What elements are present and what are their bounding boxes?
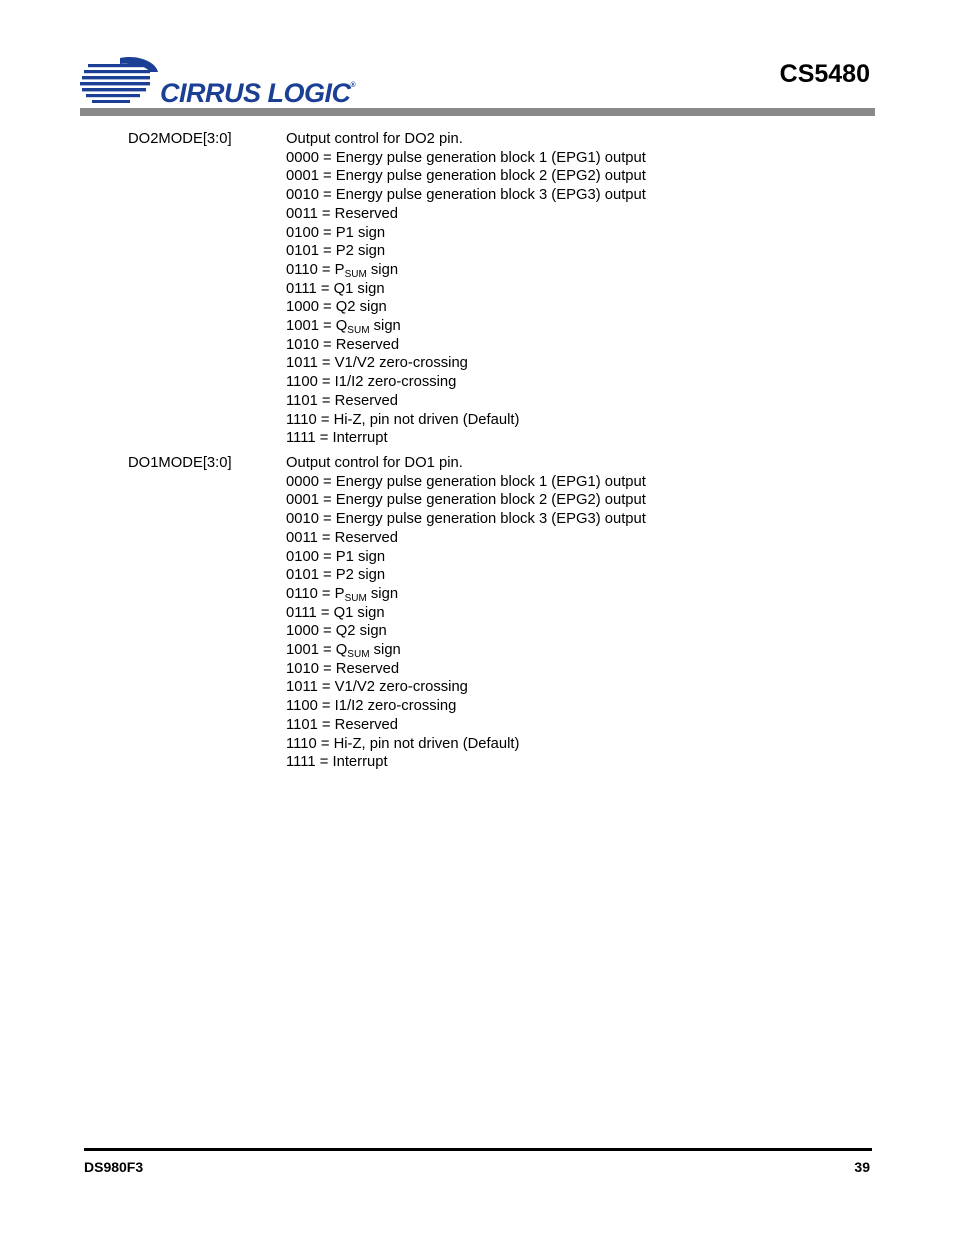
field-name-do2mode: DO2MODE[3:0] [128, 131, 232, 147]
document-title: CS5480 [779, 60, 870, 88]
field-name-do1mode: DO1MODE[3:0] [128, 455, 232, 471]
option-line: 1010 = Reserved [286, 336, 400, 353]
option-line: 0111 = Q1 sign [286, 604, 385, 621]
option-line: $1001 = Q_{SUM}$ sign [286, 642, 401, 661]
footer-rule [84, 1148, 872, 1151]
header-rule [80, 108, 875, 116]
option-line: 0100 = P1 sign [286, 548, 386, 565]
option-line: 0011 = Reserved [286, 529, 399, 546]
option-line: 1100 = I1/I2 zero-crossing [286, 698, 457, 715]
option-line: 1000 = Q2 sign [286, 299, 387, 316]
option-line: 1000 = Q2 sign [286, 623, 387, 640]
field-summary: Output control for DO1 pin. [286, 455, 463, 471]
option-line: 0101 = P2 sign [286, 243, 386, 260]
option-line: 1101 = Reserved [286, 392, 399, 409]
option-line: 0001 = Energy pulse generation block 2 (EPG2) output [286, 492, 646, 509]
option-line: 1100 = I1/I2 zero-crossing [286, 374, 457, 391]
option-line: 0101 = P2 sign [286, 567, 386, 584]
option-line: 0000 = Energy pulse generation block 1 (EPG1) output [286, 473, 646, 490]
option-line: 1101 = Reserved [286, 716, 399, 733]
option-line: 0100 = P1 sign [286, 224, 386, 241]
option-line: 1011 = V1/V2 zero-crossing [286, 679, 468, 696]
option-line: 0010 = Energy pulse generation block 3 (EPG3) output [286, 187, 646, 204]
option-line: $1001 = Q_{SUM}$ sign [286, 318, 401, 337]
option-line: 1110 = Hi-Z, pin not driven (Default) [286, 735, 520, 752]
option-line: 1111 = Interrupt [286, 754, 388, 771]
footer-doc-number: DS980F3 [84, 1159, 144, 1175]
field-description-do1mode [286, 454, 646, 772]
option-line: 1111 = Interrupt [286, 430, 388, 447]
field-summary: Output control for DO2 pin. [286, 131, 463, 147]
logo-wordmark: CIRRUS LOGIC® [160, 78, 356, 108]
option-line: 1010 = Reserved [286, 660, 400, 677]
option-line: 0011 = Reserved [286, 205, 399, 222]
option-line: 0000 = Energy pulse generation block 1 (EPG1) output [286, 149, 646, 166]
option-line: 0001 = Energy pulse generation block 2 (EPG2) output [286, 168, 646, 185]
footer-page-number: 39 [854, 1159, 870, 1175]
option-line: $0110 = P_{SUM}$ sign [286, 261, 399, 280]
option-line: 0010 = Energy pulse generation block 3 (EPG3) output [286, 511, 646, 528]
option-line: 1011 = V1/V2 zero-crossing [286, 355, 468, 372]
option-line: 1110 = Hi-Z, pin not driven (Default) [286, 411, 520, 428]
option-line: 0111 = Q1 sign [286, 280, 385, 297]
field-description-do2mode [286, 130, 646, 448]
option-line: $0110 = P_{SUM}$ sign [286, 585, 399, 604]
